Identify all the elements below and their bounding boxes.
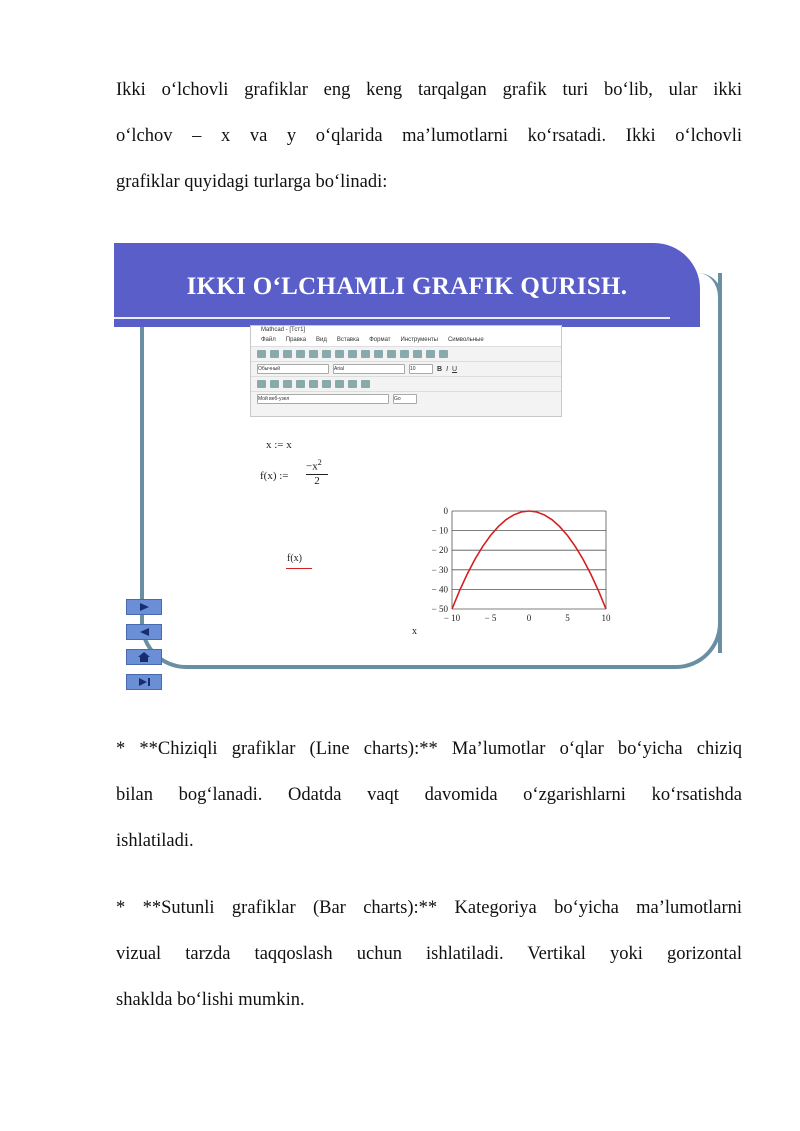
bullet-1-line-3: ishlatiladi. xyxy=(116,831,194,851)
ylabel-line xyxy=(286,568,312,569)
calculate-icon[interactable] xyxy=(439,350,448,358)
mathcad-title: Mathcad - [Тст1] xyxy=(251,326,561,335)
slide-banner xyxy=(114,243,700,327)
slide-title: IKKI O‘LCHAMLI GRAFIK QURISH. xyxy=(186,273,628,300)
menu-item[interactable]: Символьные xyxy=(447,337,484,343)
intro-line-3: grafiklar quyidagi turlarga bo‘linadi: xyxy=(116,172,388,192)
style-select[interactable]: Обычный xyxy=(257,364,329,374)
standard-toolbar xyxy=(251,346,561,361)
bullet-1-line-2: bilan bog‘lanadi. Odatda vaqt davomida o‘zgarishlarni ko‘rsatishda xyxy=(116,785,742,805)
format-toolbar xyxy=(251,361,561,376)
redo-icon[interactable] xyxy=(387,350,396,358)
menu-item[interactable]: Инструменты xyxy=(400,337,438,343)
y-tick-label: − 40 xyxy=(431,584,448,595)
menu-item[interactable]: Формат xyxy=(369,337,391,343)
paste-icon[interactable] xyxy=(361,350,370,358)
y-tick-label: 0 xyxy=(443,506,448,516)
bullet-bar-charts xyxy=(116,885,742,1023)
boolean-icon[interactable] xyxy=(322,380,331,388)
banner-underline xyxy=(114,317,670,319)
plot xyxy=(274,505,611,655)
calculus-icon[interactable] xyxy=(309,380,318,388)
plot-ylabel: f(x) xyxy=(287,553,302,564)
y-tick-label: − 20 xyxy=(431,545,448,556)
y-tick-label: − 10 xyxy=(431,525,448,536)
bullet-2-line-3: shaklda bo‘lishi mumkin. xyxy=(116,990,305,1010)
bullet-line-charts xyxy=(116,726,742,864)
play-icon xyxy=(127,600,161,614)
graph-icon[interactable] xyxy=(270,380,279,388)
f-numerator: −x xyxy=(306,460,318,473)
plot-xlabel: x xyxy=(412,626,417,637)
x-tick-label: − 5 xyxy=(484,613,497,623)
math-toolbar xyxy=(251,376,561,391)
intro-line-2: o‘lchov – x va y o‘qlarida ma’lumotlarni ko‘rsatadi. Ikki o‘lchovli xyxy=(116,126,742,146)
end-slide-button[interactable] xyxy=(126,674,162,690)
prev-slide-button[interactable] xyxy=(126,624,162,640)
greek-icon[interactable] xyxy=(348,380,357,388)
spell-icon[interactable] xyxy=(322,350,331,358)
intro-line-1: Ikki o‘lchovli grafiklar eng keng tarqalgan grafik turi bo‘lib, ular ikki xyxy=(116,80,742,100)
save-icon[interactable] xyxy=(283,350,292,358)
f-definition-fraction xyxy=(306,458,328,487)
menu-item[interactable]: Файл xyxy=(261,337,276,343)
menu-item[interactable]: Вид xyxy=(316,337,327,343)
matrix-icon[interactable] xyxy=(283,380,292,388)
underline-button[interactable]: U xyxy=(452,365,458,373)
cut-icon[interactable] xyxy=(335,350,344,358)
italic-button[interactable]: I xyxy=(446,365,449,373)
x-tick-label: − 10 xyxy=(443,613,461,623)
copy-icon[interactable] xyxy=(348,350,357,358)
f-exponent: 2 xyxy=(317,458,322,467)
home-icon xyxy=(127,650,161,664)
menu-item[interactable]: Правка xyxy=(285,337,307,343)
undo-icon[interactable] xyxy=(374,350,383,358)
menu-item[interactable]: Вставка xyxy=(336,337,360,343)
f-definition-left: f(x) := xyxy=(260,470,289,482)
next-slide-button[interactable] xyxy=(126,599,162,615)
resource-toolbar xyxy=(251,391,561,406)
x-definition: x := x xyxy=(266,439,292,451)
slide-figure xyxy=(114,243,718,693)
go-button[interactable]: Go xyxy=(393,394,417,404)
font-select[interactable]: Arial xyxy=(333,364,405,374)
preview-icon[interactable] xyxy=(309,350,318,358)
resource-select[interactable]: Мой веб-узел xyxy=(257,394,389,404)
insert-function-icon[interactable] xyxy=(413,350,422,358)
x-tick-label: 5 xyxy=(565,613,570,623)
intro-paragraph xyxy=(116,67,742,205)
new-icon[interactable] xyxy=(257,350,266,358)
evaluation-icon[interactable] xyxy=(296,380,305,388)
bold-button[interactable]: B xyxy=(437,365,443,373)
x-tick-label: 0 xyxy=(526,613,532,623)
print-icon[interactable] xyxy=(296,350,305,358)
programming-icon[interactable] xyxy=(335,380,344,388)
x-tick-label: 10 xyxy=(601,613,611,623)
calculator-icon[interactable] xyxy=(257,380,266,388)
end-icon xyxy=(127,675,161,689)
align-icon[interactable] xyxy=(400,350,409,358)
mathcad-window xyxy=(250,325,562,417)
bullet-2-line-1: * **Sutunli grafiklar (Bar charts):** Kategoriya bo‘yicha ma’lumotlarni xyxy=(116,898,742,918)
bullet-2-line-2: vizual tarzda taqqoslash uchun ishlatiladi. Vertikal yoki gorizontal xyxy=(116,944,742,964)
home-slide-button[interactable] xyxy=(126,649,162,665)
bullet-1-line-1: * **Chiziqli grafiklar (Line charts):** Ma’lumotlar o‘qlar bo‘yicha chiziq xyxy=(116,739,742,759)
mathcad-menu xyxy=(251,335,561,346)
open-icon[interactable] xyxy=(270,350,279,358)
symbolic-icon[interactable] xyxy=(361,380,370,388)
y-tick-label: − 50 xyxy=(431,604,448,614)
back-icon xyxy=(127,625,161,639)
f-denominator: 2 xyxy=(306,474,328,487)
insert-unit-icon[interactable] xyxy=(426,350,435,358)
y-tick-label: − 30 xyxy=(431,564,448,575)
size-select[interactable]: 10 xyxy=(409,364,433,374)
